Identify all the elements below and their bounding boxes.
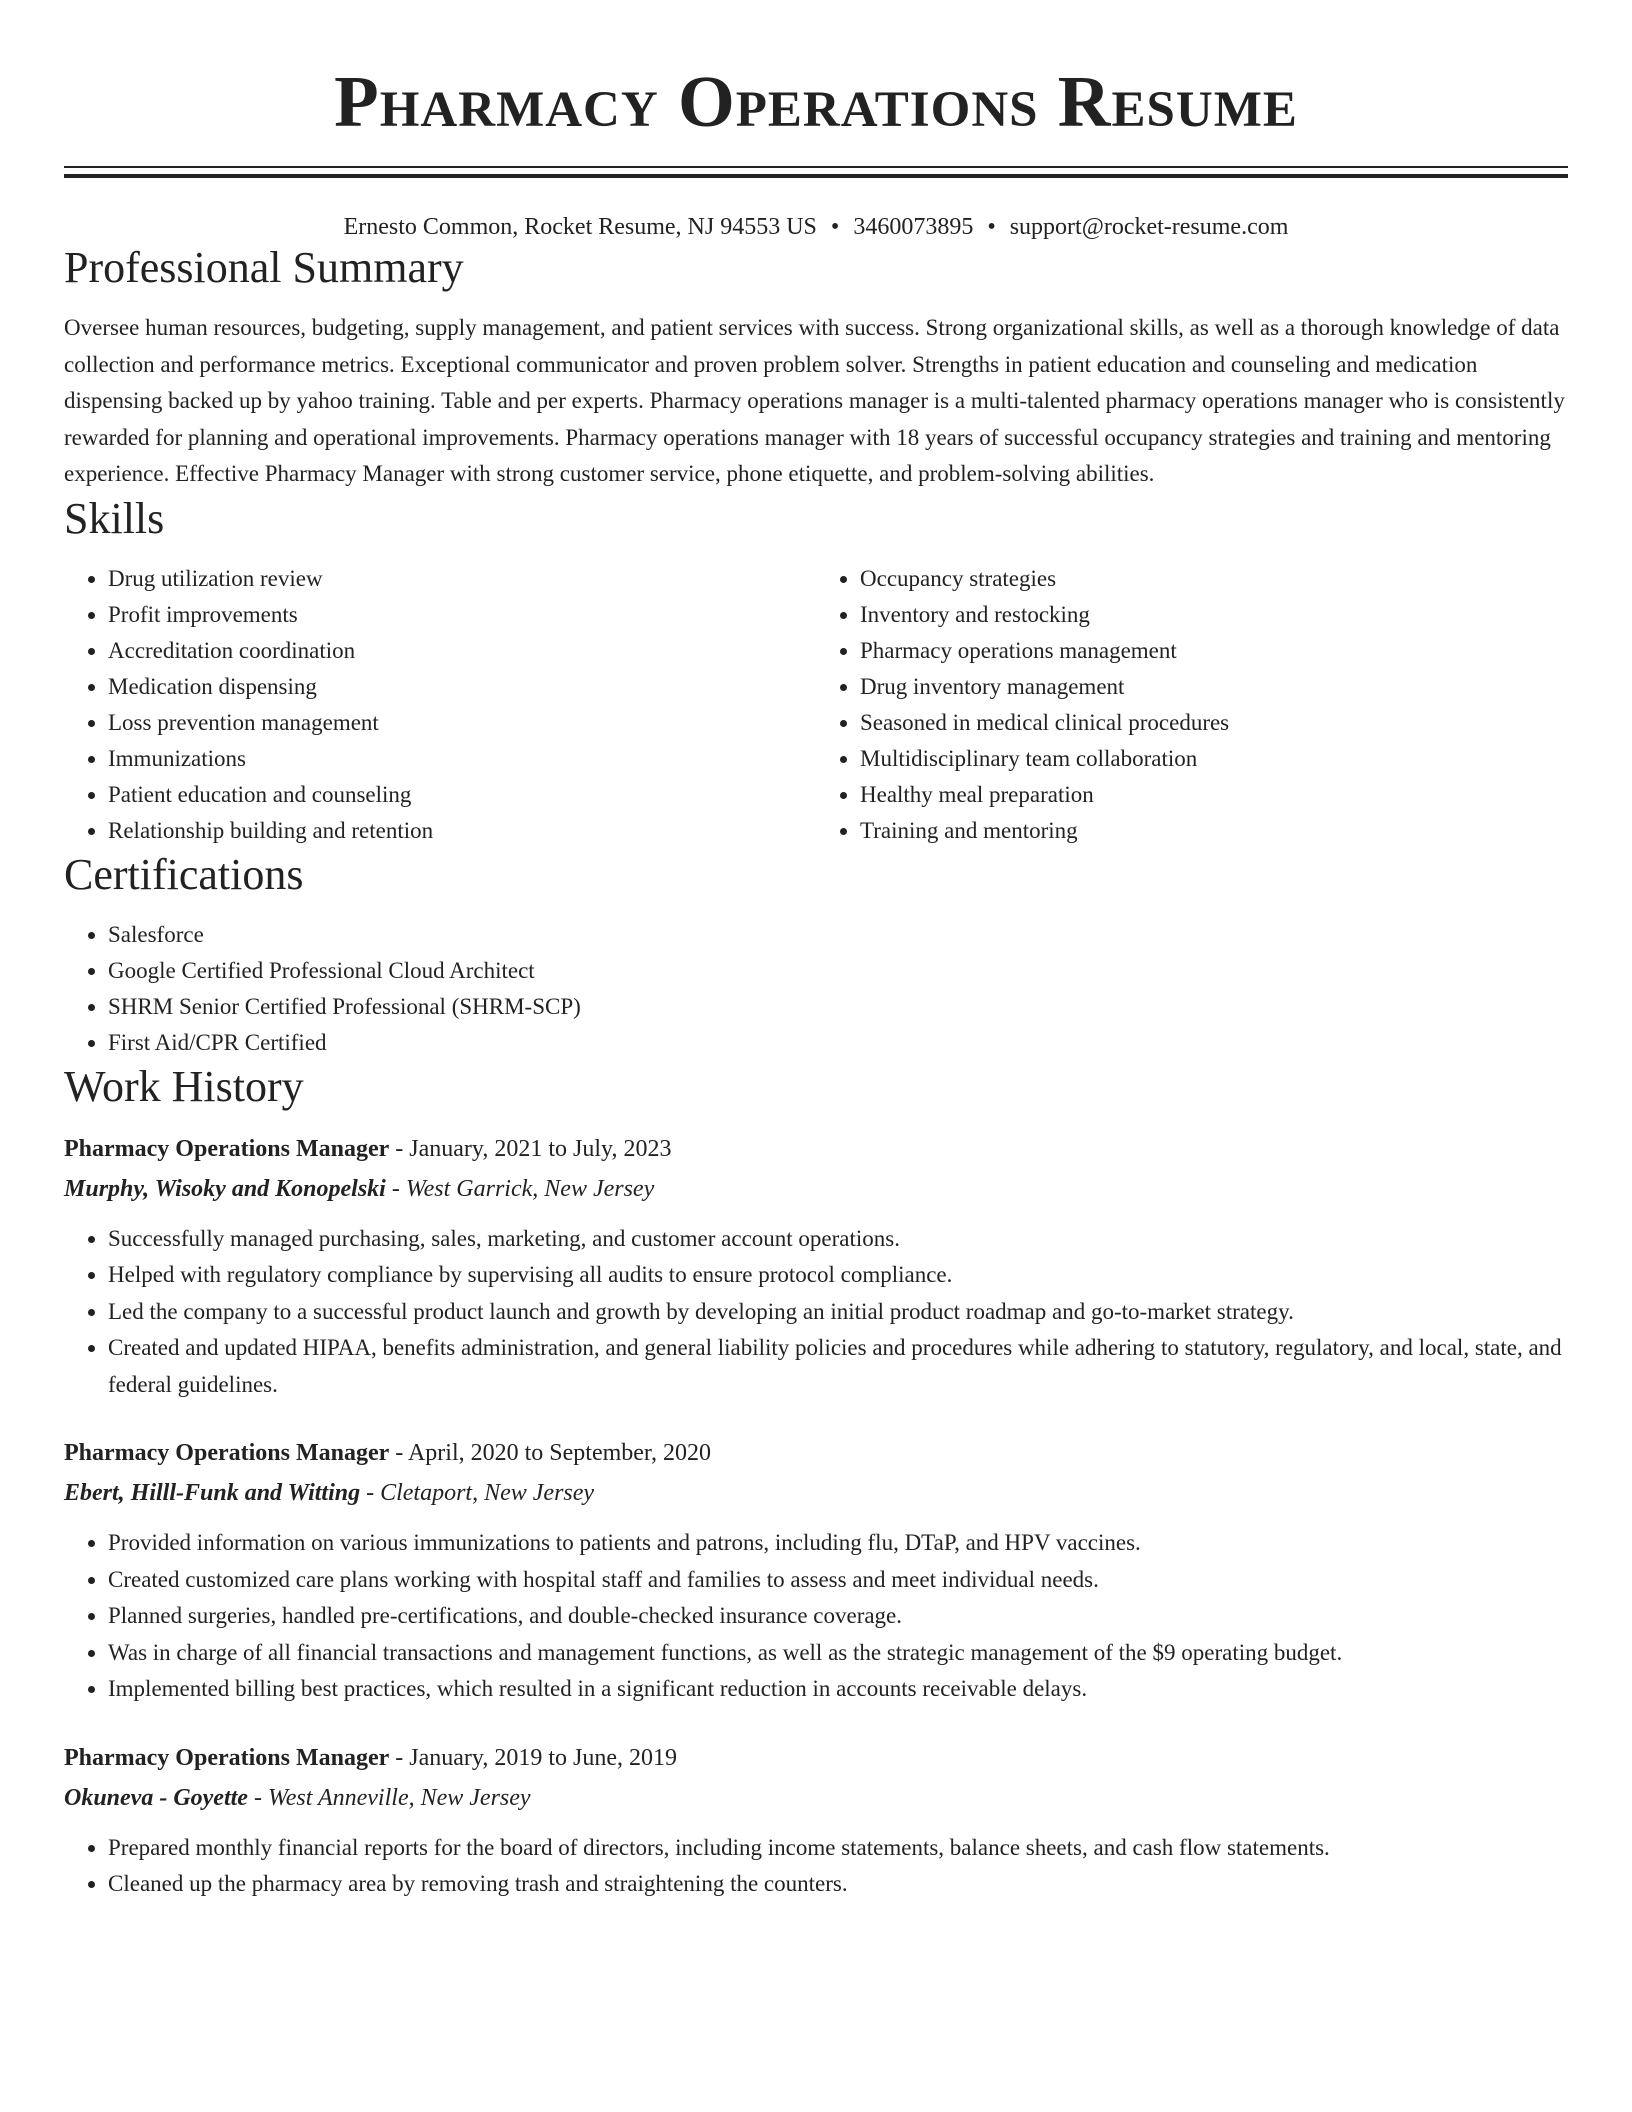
job-bullets — [64, 1525, 1568, 1708]
job-bullet: • Was in charge of all financial transactions and management functions, as well as the strategic management of the $9 operating budget. — [108, 1635, 1568, 1672]
job-bullet: • Helped with regulatory compliance by supervising all audits to ensure protocol compliance. — [108, 1257, 1568, 1294]
section-heading: Certifications — [64, 849, 304, 899]
summary-text: Oversee human resources, budgeting, supply management, and patient services with success. Strong organizational skills, as well as a thorough knowledge of data collection and performance metrics. Exceptional communicator and proven problem solver. Strengths in patient education and counseling and medication dispensing backed up by yahoo training. Table and per experts. Pharmacy operations manager is a multi-talented pharmacy operations manager who is consistently rewarded for planning and operational improvements. Pharmacy operations manager with 18 years of successful occupancy strategies and training and mentoring experience. Effective Pharmacy Manager with strong customer service, phone etiquette, and problem-solving abilities. — [64, 315, 1565, 486]
job-bullet: • Provided information on various immunizations to patients and patrons, including flu, DTaP, and HPV vaccines. — [108, 1525, 1568, 1562]
divider-thick-line — [64, 174, 1568, 178]
job-company-line: Murphy, Wisoky and Konopelski - West Garrick, New Jersey — [64, 1175, 655, 1202]
skills-grid — [64, 561, 1568, 849]
job-bullet: • Cleaned up the pharmacy area by removing trash and straightening the counters. — [108, 1866, 1568, 1903]
skill-item: • Relationship building and retention — [108, 813, 816, 849]
contact-phone: 3460073895 — [853, 214, 974, 240]
skill-item: • Drug utilization review — [108, 561, 816, 597]
contact-email[interactable]: support@rocket-resume.com — [1009, 214, 1289, 240]
job-bullets — [64, 1830, 1568, 1903]
skill-item: • Drug inventory management — [860, 669, 1568, 705]
certification-item: • SHRM Senior Certified Professional (SHRM-SCP) — [108, 989, 1568, 1025]
skill-item: • Pharmacy operations management — [860, 633, 1568, 669]
contact-line — [64, 212, 1568, 242]
job-role: Pharmacy Operations Manager — [64, 1135, 390, 1162]
job-bullet: • Successfully managed purchasing, sales, marketing, and customer account operations. — [108, 1221, 1568, 1258]
job-company: Ebert, Hilll-Funk and Witting — [64, 1480, 361, 1506]
professional-summary-section — [64, 242, 1568, 493]
skill-item: • Healthy meal preparation — [860, 777, 1568, 813]
job-location: West Garrick, New Jersey — [405, 1175, 655, 1202]
contact-separator: • — [987, 214, 996, 240]
skills-column-left — [64, 561, 816, 849]
job-dates: January, 2019 to June, 2019 — [409, 1744, 678, 1771]
skill-item: • Inventory and restocking — [860, 597, 1568, 633]
skill-item: • Training and mentoring — [860, 813, 1568, 849]
title-divider — [64, 166, 1568, 178]
skill-item: • Occupancy strategies — [860, 561, 1568, 597]
job-entry — [64, 1433, 1568, 1708]
skill-item: • Accreditation coordination — [108, 633, 816, 669]
section-heading: Professional Summary — [64, 243, 464, 292]
job-bullet: • Planned surgeries, handled pre-certifications, and double-checked insurance coverage. — [108, 1598, 1568, 1635]
certification-item: • Salesforce — [108, 917, 1568, 953]
job-entry — [64, 1738, 1568, 1903]
section-heading: Skills — [64, 493, 165, 543]
job-bullets — [64, 1221, 1568, 1404]
skill-item: • Immunizations — [108, 741, 816, 777]
job-bullet: • Implemented billing best practices, which resulted in a significant reduction in accounts receivable delays. — [108, 1671, 1568, 1708]
skill-item: • Loss prevention management — [108, 705, 816, 741]
certification-item: • Google Certified Professional Cloud Architect — [108, 953, 1568, 989]
job-header: Pharmacy Operations Manager - January, 2019 to June, 2019 — [64, 1744, 678, 1771]
job-dates: January, 2021 to July, 2023 — [409, 1135, 672, 1162]
job-location: Cletaport, New Jersey — [380, 1480, 595, 1506]
job-company-line: Okuneva - Goyette - West Anneville, New Jersey — [64, 1784, 531, 1811]
job-role: Pharmacy Operations Manager — [64, 1440, 390, 1466]
job-bullet: • Led the company to a successful product launch and growth by developing an initial product roadmap and go-to-market strategy. — [108, 1294, 1568, 1331]
skill-item: • Seasoned in medical clinical procedures — [860, 705, 1568, 741]
job-bullet: • Prepared monthly financial reports for the board of directors, including income statements, balance sheets, and cash flow statements. — [108, 1830, 1568, 1867]
skill-item: • Medication dispensing — [108, 669, 816, 705]
job-location: West Anneville, New Jersey — [267, 1784, 531, 1811]
job-company-line: Ebert, Hilll-Funk and Witting - Cletaport, New Jersey — [64, 1480, 595, 1506]
job-role: Pharmacy Operations Manager — [64, 1744, 390, 1771]
work-history-section — [64, 1061, 1568, 1903]
divider-thin-line — [64, 166, 1568, 168]
job-bullet: • Created and updated HIPAA, benefits administration, and general liability policies and procedures while adhering to statutory, regulatory, and local, state, and federal guidelines. — [108, 1330, 1568, 1403]
certification-item: • First Aid/CPR Certified — [108, 1025, 1568, 1061]
job-dates: April, 2020 to September, 2020 — [407, 1440, 711, 1466]
job-company: Okuneva - Goyette — [64, 1784, 248, 1811]
job-header: Pharmacy Operations Manager - April, 2020 to September, 2020 — [64, 1440, 711, 1466]
contact-separator: • — [830, 214, 840, 240]
job-list — [64, 1129, 1568, 1903]
resume-page — [64, 0, 1568, 1903]
contact-address: Ernesto Common, Rocket Resume, NJ 94553 US — [343, 214, 817, 240]
job-bullet: • Created customized care plans working with hospital staff and families to assess and meet individual needs. — [108, 1562, 1568, 1599]
certifications-list — [64, 917, 1568, 1061]
resume-title: Pharmacy Operations Resume — [334, 61, 1298, 142]
job-company: Murphy, Wisoky and Konopelski — [64, 1175, 386, 1202]
skill-item: • Patient education and counseling — [108, 777, 816, 813]
job-header: Pharmacy Operations Manager - January, 2021 to July, 2023 — [64, 1135, 672, 1162]
skills-section — [64, 493, 1568, 849]
job-entry — [64, 1129, 1568, 1404]
section-heading: Work History — [64, 1061, 304, 1111]
skill-item: • Profit improvements — [108, 597, 816, 633]
certifications-section — [64, 849, 1568, 1061]
skill-item: • Multidisciplinary team collaboration — [860, 741, 1568, 777]
skills-column-right — [816, 561, 1568, 849]
